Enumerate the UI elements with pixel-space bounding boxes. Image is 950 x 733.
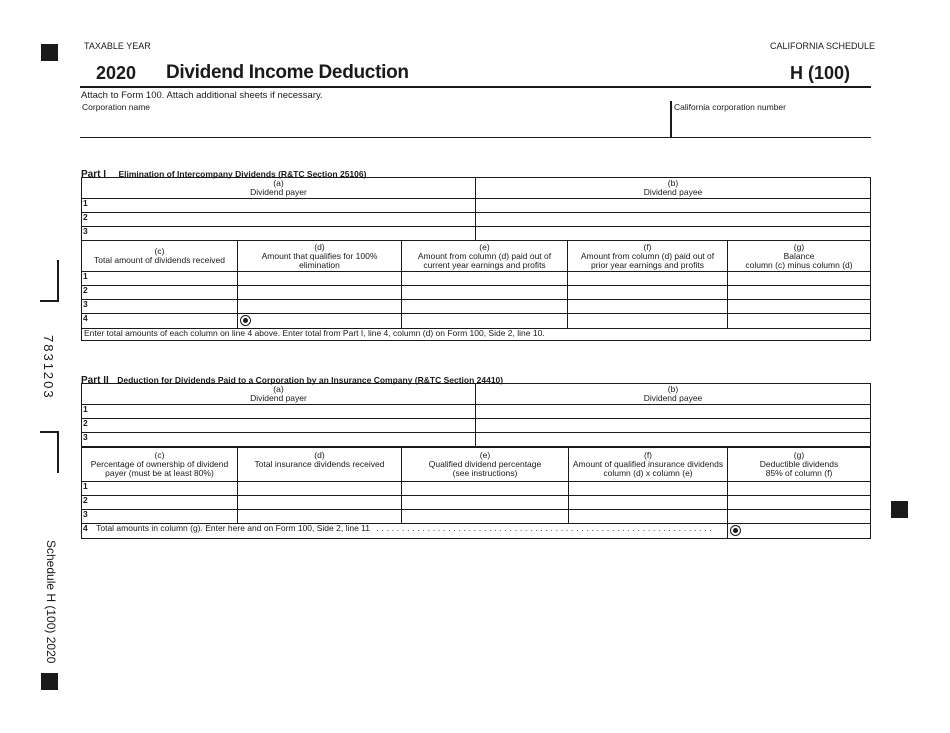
p1-payee-row-2[interactable] (476, 213, 871, 227)
p1-col-e-header (402, 241, 568, 272)
p1-col-e-label2: current year earnings and profits (423, 259, 546, 270)
p1-col-b-label: Dividend payee (643, 187, 703, 197)
p1-payee-row-3[interactable] (476, 227, 871, 241)
p1-d-row-3[interactable] (238, 300, 402, 314)
p2-payee-row-1[interactable] (476, 405, 871, 419)
p1-f-row-4[interactable] (568, 314, 728, 329)
p2-e-row-3[interactable] (402, 510, 569, 524)
p2-col-c-label1: Percentage of ownership of dividend (90, 459, 229, 469)
p2-col-f-label1: Amount of qualified insurance dividends (572, 459, 724, 469)
registration-mark-right (891, 501, 908, 518)
p2-g-row-2[interactable] (728, 496, 871, 510)
barcode-number: 7831203 (41, 335, 56, 400)
p1-col-b-letter: (b) (667, 178, 679, 188)
corporation-name-label: Corporation name (82, 102, 151, 112)
form-id: H (100) (790, 63, 851, 83)
p2-col-e-letter: (e) (479, 450, 491, 460)
schedule-label: CALIFORNIA SCHEDULE (770, 41, 876, 51)
p1-col-d-header (238, 241, 402, 272)
p1-col-c-header (82, 241, 238, 272)
p1-c-row-2[interactable]: 2 (82, 286, 238, 300)
p1-col-a-label: Dividend payer (250, 187, 307, 197)
p2-col-d-label: Total insurance dividends received (254, 459, 385, 469)
p2-col-f-label2: column (d) x column (e) (603, 468, 693, 478)
p1-col-c-letter: (c) (154, 246, 165, 256)
p2-payer-row-2[interactable]: 2 (82, 419, 476, 433)
p2-col-g-label2: 85% of column (f) (765, 468, 833, 478)
p1-col-f-header (568, 241, 728, 272)
p1-col-f-label1: Amount from column (d) paid out of (580, 250, 715, 261)
p1-col-g-letter: (g) (793, 241, 805, 252)
p1-e-row-3[interactable] (402, 300, 568, 314)
p2-line4-label (82, 524, 728, 539)
p2-col-e-header (402, 448, 569, 482)
p1-d-row-1[interactable] (238, 272, 402, 286)
part1-label: Part I (81, 169, 107, 180)
p2-col-d-letter: (d) (314, 450, 325, 460)
p2-f-row-3[interactable] (569, 510, 728, 524)
part1-title: Elimination of Intercompany Dividends (R&TC Section 25106) (118, 169, 367, 179)
p2-col-f-letter: (f) (643, 450, 653, 460)
p1-f-row-2[interactable] (568, 286, 728, 300)
p2-g-row-1[interactable] (728, 482, 871, 496)
p1-g-row-2[interactable] (728, 286, 871, 300)
p2-col-b-label: Dividend payee (643, 393, 703, 403)
p1-col-e-letter: (e) (479, 241, 490, 252)
p1-col-d-label2: elimination (299, 259, 340, 270)
bracket-upper (40, 260, 59, 302)
part2-title: Deduction for Dividends Paid to a Corporation by an Insurance Company (R&TC Section 24410) (117, 375, 504, 385)
p1-payer-row-2[interactable]: 2 (82, 213, 476, 227)
p2-payee-row-2[interactable] (476, 419, 871, 433)
p1-f-row-3[interactable] (568, 300, 728, 314)
p2-payee-row-3[interactable] (476, 433, 871, 447)
p2-line4-total-field[interactable] (728, 524, 871, 539)
taxable-year-label: TAXABLE YEAR (84, 41, 151, 51)
p2-c-row-1[interactable]: 1 (82, 482, 238, 496)
p2-col-f-header (569, 448, 728, 482)
p2-col-b-header (476, 384, 871, 405)
p1-e-row-2[interactable] (402, 286, 568, 300)
total-marker-icon (730, 525, 741, 536)
p1-g-row-1[interactable] (728, 272, 871, 286)
p2-col-g-letter: (g) (793, 450, 805, 460)
p2-line4-text: Total amounts in column (g). Enter here and on Form 100, Side 2, line 11 (96, 523, 370, 533)
corporation-number-field[interactable] (672, 101, 871, 138)
part1-table-bottom (81, 240, 871, 341)
part2-table-top (81, 383, 871, 447)
p2-col-c-letter: (c) (154, 450, 165, 460)
p2-d-row-1[interactable] (238, 482, 402, 496)
p2-line4-dots: . . . . . . . . . . . . . . . . . . . . . . . . . . . . . . . . . . . . . . . . . . . . . . . . . . . . . . . . . . . . . . . . . . (376, 523, 712, 533)
p2-d-row-3[interactable] (238, 510, 402, 524)
p2-col-g-label1: Deductible dividends (759, 459, 839, 469)
p1-col-g-label1: Balance (783, 250, 815, 261)
p2-f-row-2[interactable] (569, 496, 728, 510)
p2-col-d-header (238, 448, 402, 482)
p2-col-a-letter: (a) (273, 384, 284, 394)
p1-e-row-4[interactable] (402, 314, 568, 329)
p2-payer-row-1[interactable]: 1 (82, 405, 476, 419)
p2-line4-number: 4 (83, 523, 88, 533)
p1-col-d-letter: (d) (314, 241, 325, 252)
corporation-name-field[interactable] (80, 101, 672, 138)
part2-table-bottom (81, 447, 871, 539)
p1-col-g-label2: column (c) minus column (d) (745, 259, 853, 270)
p2-col-c-header (82, 448, 238, 482)
p2-col-c-label2: payer (must be at least 80%) (105, 468, 214, 478)
p2-col-a-label: Dividend payer (250, 393, 307, 403)
registration-mark-bottom-left (41, 673, 58, 690)
attach-note: Attach to Form 100. Attach additional sheets if necessary. (81, 90, 323, 101)
p1-col-a-letter: (a) (273, 178, 284, 188)
p1-note: Enter total amounts of each column on line 4 above. Enter total from Part I, line 4, column (d) on Form 100, Side 2, line 10. (82, 329, 871, 341)
p1-payee-row-1[interactable] (476, 199, 871, 213)
p1-d-row-2[interactable] (238, 286, 402, 300)
p1-payer-row-3[interactable]: 3 (82, 227, 476, 241)
p2-g-row-3[interactable] (728, 510, 871, 524)
p2-payer-row-3[interactable]: 3 (82, 433, 476, 447)
part2-label: Part II (81, 375, 109, 386)
p1-col-a-header (82, 178, 476, 199)
part1-table-top (81, 177, 871, 241)
p1-col-g-header (728, 241, 871, 272)
p2-c-row-3[interactable]: 3 (82, 510, 238, 524)
p1-col-c-label: Total amount of dividends received (94, 255, 225, 265)
p2-e-row-1[interactable] (402, 482, 569, 496)
p2-col-e-label1: Qualified dividend percentage (428, 459, 542, 469)
p1-col-f-letter: (f) (643, 241, 652, 252)
p2-col-e-label2: (see instructions) (452, 468, 518, 478)
p1-col-b-header (476, 178, 871, 199)
bracket-lower (40, 431, 59, 473)
tax-year: 2020 (96, 63, 137, 83)
p2-d-row-2[interactable] (238, 496, 402, 510)
p1-c-row-1[interactable]: 1 (82, 272, 238, 286)
p1-col-e-label1: Amount from column (d) paid out of (417, 250, 552, 261)
p1-c-row-3[interactable]: 3 (82, 300, 238, 314)
p1-g-row-4[interactable] (728, 314, 871, 329)
p1-col-f-label2: prior year earnings and profits (591, 259, 704, 270)
p1-g-row-3[interactable] (728, 300, 871, 314)
footer-vertical: Schedule H (100) 2020 (44, 540, 58, 664)
p1-c-row-4[interactable]: 4 (82, 314, 238, 329)
p1-col-d-label1: Amount that qualifies for 100% (261, 250, 378, 261)
p2-e-row-2[interactable] (402, 496, 569, 510)
p1-f-row-1[interactable] (568, 272, 728, 286)
p2-c-row-2[interactable]: 2 (82, 496, 238, 510)
registration-mark-top-left (41, 44, 58, 61)
header-rule (80, 86, 871, 88)
p1-e-row-1[interactable] (402, 272, 568, 286)
p1-d-row-4[interactable] (238, 314, 402, 329)
p2-col-a-header (82, 384, 476, 405)
p1-payer-row-1[interactable]: 1 (82, 199, 476, 213)
form-title: Dividend Income Deduction (166, 62, 409, 83)
p2-f-row-1[interactable] (569, 482, 728, 496)
total-marker-icon (240, 315, 251, 326)
p2-col-g-header (728, 448, 871, 482)
corporation-number-label: California corporation number (674, 102, 786, 112)
p2-col-b-letter: (b) (667, 384, 679, 394)
